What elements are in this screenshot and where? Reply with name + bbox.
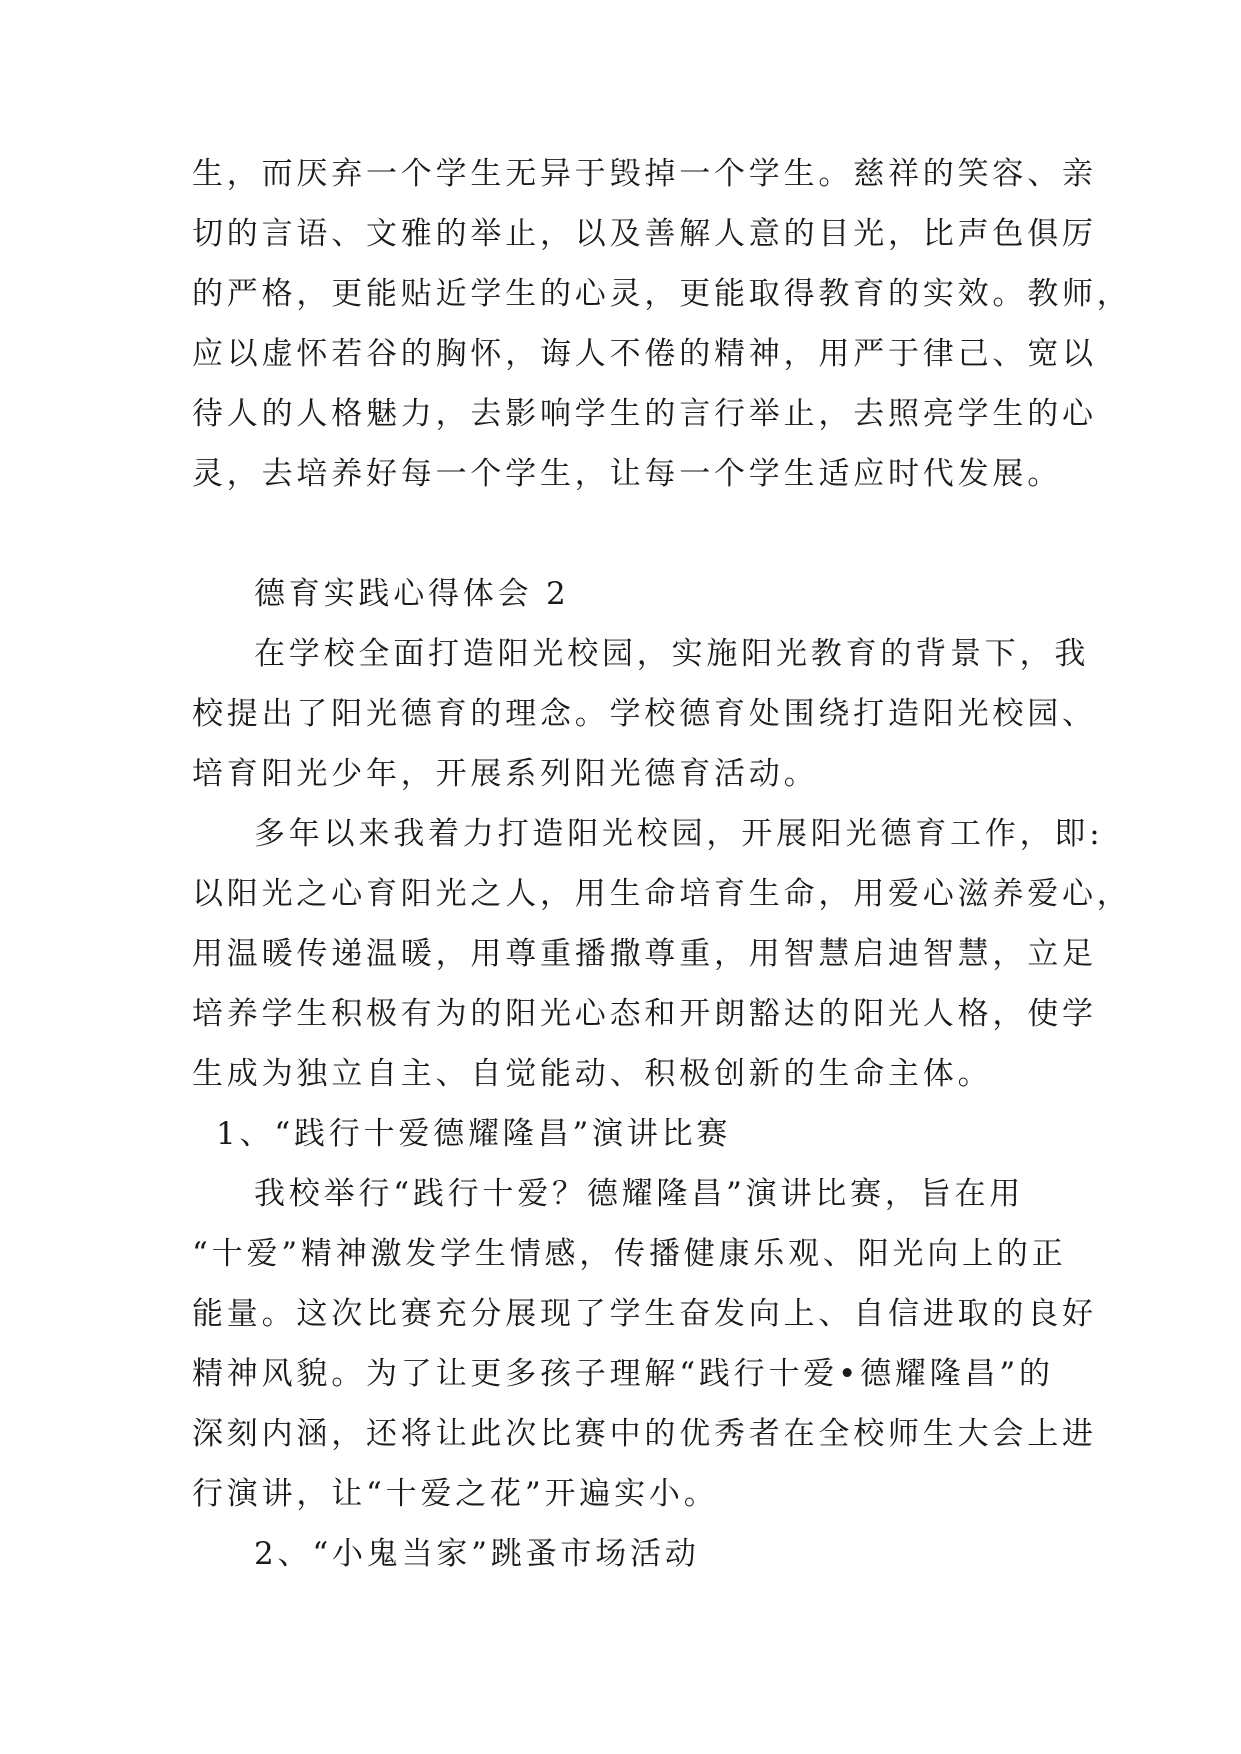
paragraph-line: 灵，去培养好每一个学生，让每一个学生适应时代发展。	[192, 456, 1062, 492]
paragraph-line: 应以虚怀若谷的胸怀，诲人不倦的精神，用严于律己、宽以	[192, 336, 1097, 372]
paragraph-line: 深刻内涵，还将让此次比赛中的优秀者在全校师生大会上进	[192, 1416, 1097, 1452]
paragraph-line: 在学校全面打造阳光校园，实施阳光教育的背景下，我	[254, 636, 1090, 672]
paragraph-line: 以阳光之心育阳光之人，用生命培育生命，用爱心滋养爱心，	[192, 876, 1132, 912]
paragraph-line: 多年以来我着力打造阳光校园，开展阳光德育工作，即:	[254, 816, 1104, 852]
paragraph-line: 生成为独立自主、自觉能动、积极创新的生命主体。	[192, 1056, 993, 1092]
paragraph-line: 精神风貌。为了让更多孩子理解“践行十爱•德耀隆昌”的	[192, 1356, 1054, 1392]
paragraph-line: “十爱”精神激发学生情感，传播健康乐观、阳光向上的正	[192, 1236, 1067, 1272]
paragraph-line: 切的言语、文雅的举止，以及善解人意的目光，比声色俱厉	[192, 216, 1097, 252]
item-heading: 1、“践行十爱德耀隆昌”演讲比赛	[216, 1116, 732, 1152]
paragraph-line: 生，而厌弃一个学生无异于毁掉一个学生。慈祥的笑容、亲	[192, 156, 1097, 192]
paragraph-line: 能量。这次比赛充分展现了学生奋发向上、自信进取的良好	[192, 1296, 1097, 1332]
section-title: 德育实践心得体会 2	[254, 576, 570, 612]
paragraph-line: 校提出了阳光德育的理念。学校德育处围绕打造阳光校园、	[192, 696, 1097, 732]
paragraph-line: 培养学生积极有为的阳光心态和开朗豁达的阳光人格，使学	[192, 996, 1097, 1032]
item-heading: 2、“小鬼当家”跳蚤市场活动	[254, 1536, 700, 1572]
paragraph-line: 的严格，更能贴近学生的心灵，更能取得教育的实效。教师，	[192, 276, 1132, 312]
paragraph-line: 行演讲，让“十爱之花”开遍实小。	[192, 1476, 719, 1512]
paragraph-line: 我校举行“践行十爱？德耀隆昌”演讲比赛，旨在用	[254, 1176, 1025, 1212]
paragraph-line: 用温暖传递温暖，用尊重播撒尊重，用智慧启迪智慧，立足	[192, 936, 1097, 972]
paragraph-line: 培育阳光少年，开展系列阳光德育活动。	[192, 756, 819, 792]
paragraph-line: 待人的人格魅力，去影响学生的言行举止，去照亮学生的心	[192, 396, 1097, 432]
